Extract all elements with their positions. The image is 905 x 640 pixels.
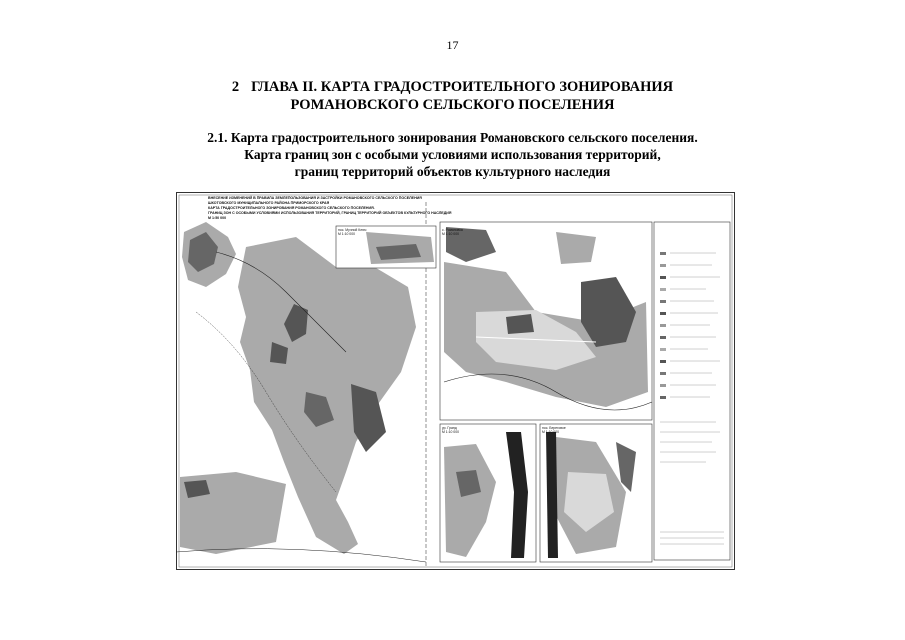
section-title-line-3: границ территорий объектов культурного наследия: [294, 164, 611, 179]
inset1-label-text: пос. Мучной Ключ: [338, 228, 367, 232]
zoning-map-figure: [176, 192, 735, 570]
chapter-title-line-1: ГЛАВА II. КАРТА ГРАДОСТРОИТЕЛЬНОГО ЗОНИРОВАНИЯ: [251, 79, 674, 95]
chapter-number: 2: [231, 79, 240, 95]
section-title: [0, 129, 905, 180]
main-map-right: [440, 222, 652, 420]
zoning-map-image: [176, 192, 735, 570]
inset4-scale-text: М 1:10 000: [542, 430, 559, 434]
inset1-scale-text: М 1:10 000: [338, 232, 355, 236]
inset4-label: [542, 426, 566, 434]
chapter-title-line-2: РОМАНОВСКОГО СЕЛЬСКОГО ПОСЕЛЕНИЯ: [290, 97, 615, 113]
chapter-title: [0, 78, 905, 114]
section-title-line-2: Карта границ зон с особыми условиями использования территорий,: [244, 147, 661, 162]
map-header-line-4: ГРАНИЦ ЗОН С ОСОБЫМИ УСЛОВИЯМИ ИСПОЛЬЗОВАНИЯ ТЕРРИТОРИЙ, ГРАНИЦ ТЕРРИТОРИЙ ОБЪЕКТОВ КУЛЬТУРНОГО НАСЛЕДИЯ: [208, 211, 452, 215]
inset2-scale-text: М 1:10 000: [442, 232, 459, 236]
inset2-label: [442, 228, 463, 236]
inset3-label: [442, 426, 459, 434]
inset3-label-text: ур. Гранд: [442, 426, 457, 430]
inset-map-4: [540, 424, 652, 562]
map-header-line-1: ВНЕСЕНИЕ ИЗМЕНЕНИЙ В ПРАВИЛА ЗЕМЛЕПОЛЬЗОВАНИЯ И ЗАСТРОЙКИ РОМАНОВСКОГО СЕЛЬСКОГО ПОСЕЛЕНИЯ: [208, 196, 422, 200]
inset1-label: [338, 228, 366, 236]
inset-map-3: [440, 424, 536, 562]
page-number: 17: [446, 38, 459, 52]
section-title-line-1: 2.1. Карта градостроительного зонирования Романовского сельского поселения.: [207, 130, 698, 145]
map-header: [208, 196, 508, 221]
inset3-scale-text: М 1:10 000: [442, 430, 459, 434]
map-header-line-2: ШКОТОВСКОГО МУНИЦИПАЛЬНОГО РАЙОНА ПРИМОРСКОГО КРАЯ: [208, 201, 330, 205]
inset2-label-text: с. Романовка: [442, 228, 463, 232]
map-header-line-5: М 1:50 000: [208, 216, 227, 220]
inset4-label-text: пос. Береговое: [542, 426, 566, 430]
map-header-line-3: КАРТА ГРАДОСТРОИТЕЛЬНОГО ЗОНИРОВАНИЯ РОМАНОВСКОГО СЕЛЬСКОГО ПОСЕЛЕНИЯ.: [208, 206, 375, 210]
map-legend: [654, 222, 730, 560]
